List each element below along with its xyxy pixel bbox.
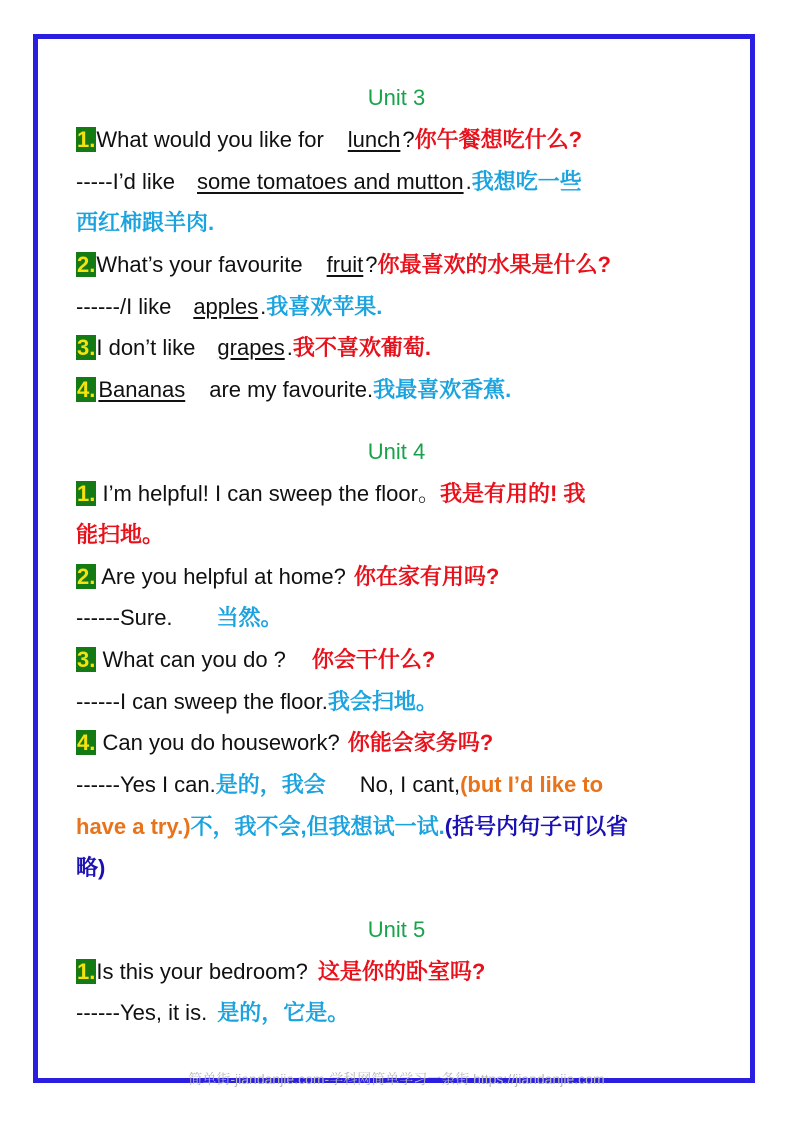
number-badge: 2. xyxy=(77,564,96,589)
u4-sentence-1-cont xyxy=(76,520,753,550)
chinese-translation: 我想吃一些 xyxy=(471,169,582,194)
note-text: 略) xyxy=(76,855,106,880)
chinese-translation: 西红柿跟羊肉. xyxy=(76,210,215,235)
chinese-translation: 是的，我会 xyxy=(215,772,326,797)
number-badge: 2. xyxy=(77,252,96,277)
u4-response-4-cont xyxy=(76,812,753,842)
number-badge: 1. xyxy=(77,481,96,506)
english-text: What can you do ? xyxy=(96,647,286,672)
english-text: ------Yes, it is. xyxy=(76,1000,208,1025)
chinese-translation: 当然。 xyxy=(216,605,283,630)
chinese-translation: 你在家有用吗? xyxy=(353,564,500,589)
u4-response-4-note xyxy=(76,853,753,883)
english-text: What’s your favourite xyxy=(96,252,303,277)
number-badge: 3. xyxy=(77,647,96,672)
watermark-footer: 简单街-jiandanjie.com-学科网简单学习一条街 https://jiandanjie.com xyxy=(188,1071,605,1087)
english-text: Are you helpful at home? xyxy=(96,564,346,589)
fill-blank: Bananas xyxy=(98,377,186,402)
number-badge: 4. xyxy=(77,730,96,755)
english-text: Can you do housework? xyxy=(96,730,340,755)
english-text: ------Yes I can. xyxy=(76,772,216,797)
u3-response-1 xyxy=(76,167,753,197)
punctuation: . xyxy=(260,294,267,319)
u3-sentence-2 xyxy=(76,250,753,280)
number-badge: 3. xyxy=(77,335,96,360)
chinese-translation: 我最喜欢香蕉. xyxy=(373,377,512,402)
fill-blank: apples xyxy=(193,294,259,319)
u3-sentence-3 xyxy=(76,333,753,363)
chinese-translation: 我喜欢苹果. xyxy=(266,294,383,319)
chinese-translation: 你能会家务吗? xyxy=(347,730,494,755)
chinese-translation: 能扫地。 xyxy=(76,522,165,547)
chinese-translation: 我会扫地。 xyxy=(327,689,438,714)
punctuation: ? xyxy=(402,127,415,152)
punctuation: ? xyxy=(365,252,378,277)
chinese-translation: 不，我不会,但我想试一试. xyxy=(190,814,445,839)
unit-3-title: Unit 3 xyxy=(367,85,426,110)
unit-5-title: Unit 5 xyxy=(367,917,426,942)
english-text: ------Sure. xyxy=(76,605,173,630)
english-text: I’m helpful! I can sweep the floor。 xyxy=(96,481,440,506)
english-text: I don’t like xyxy=(96,335,196,360)
english-text: Is this your bedroom? xyxy=(96,959,308,984)
fill-blank: grapes xyxy=(217,335,285,360)
chinese-translation: 我不喜欢葡萄. xyxy=(292,335,431,360)
english-text: ------/I like xyxy=(76,294,172,319)
unit-4-title: Unit 4 xyxy=(367,439,426,464)
english-text: No, I cant, xyxy=(359,772,461,797)
optional-text: (but I’d like to xyxy=(460,772,604,797)
punctuation: . xyxy=(286,335,293,360)
u3-sentence-4 xyxy=(76,375,753,405)
u5-sentence-1 xyxy=(76,957,753,987)
u3-response-2 xyxy=(76,292,753,322)
fill-blank: lunch xyxy=(347,127,401,152)
english-text: ------I can sweep the floor. xyxy=(76,689,328,714)
note-text: (括号内句子可以省 xyxy=(444,814,629,839)
chinese-translation: 你最喜欢的水果是什么? xyxy=(377,252,611,277)
fill-blank: fruit xyxy=(326,252,364,277)
chinese-translation: 是的，它是。 xyxy=(217,1000,350,1025)
english-text: are my favourite. xyxy=(209,377,374,402)
number-badge: 1. xyxy=(77,959,96,984)
optional-text: have a try.) xyxy=(76,814,191,839)
fill-blank: some tomatoes and mutton xyxy=(197,169,464,194)
u4-response-4 xyxy=(76,770,753,800)
chinese-translation: 你会干什么? xyxy=(311,647,436,672)
u3-sentence-1 xyxy=(76,125,753,155)
u4-response-3 xyxy=(76,687,753,717)
chinese-translation: 我是有用的! 我 xyxy=(439,481,586,506)
english-text: What would you like for xyxy=(96,127,324,152)
u3-response-1-cont xyxy=(76,208,753,238)
u4-sentence-1 xyxy=(76,479,753,509)
punctuation: . xyxy=(465,169,472,194)
number-badge: 4. xyxy=(77,377,96,402)
u4-response-2 xyxy=(76,603,753,633)
u5-response-1 xyxy=(76,998,753,1028)
chinese-translation: 你午餐想吃什么? xyxy=(414,127,583,152)
u4-sentence-2 xyxy=(76,562,753,592)
u4-sentence-3 xyxy=(76,645,753,675)
u4-sentence-4 xyxy=(76,728,753,758)
chinese-translation: 这是你的卧室吗? xyxy=(317,959,486,984)
english-text: -----I’d like xyxy=(76,169,175,194)
number-badge: 1. xyxy=(77,127,96,152)
